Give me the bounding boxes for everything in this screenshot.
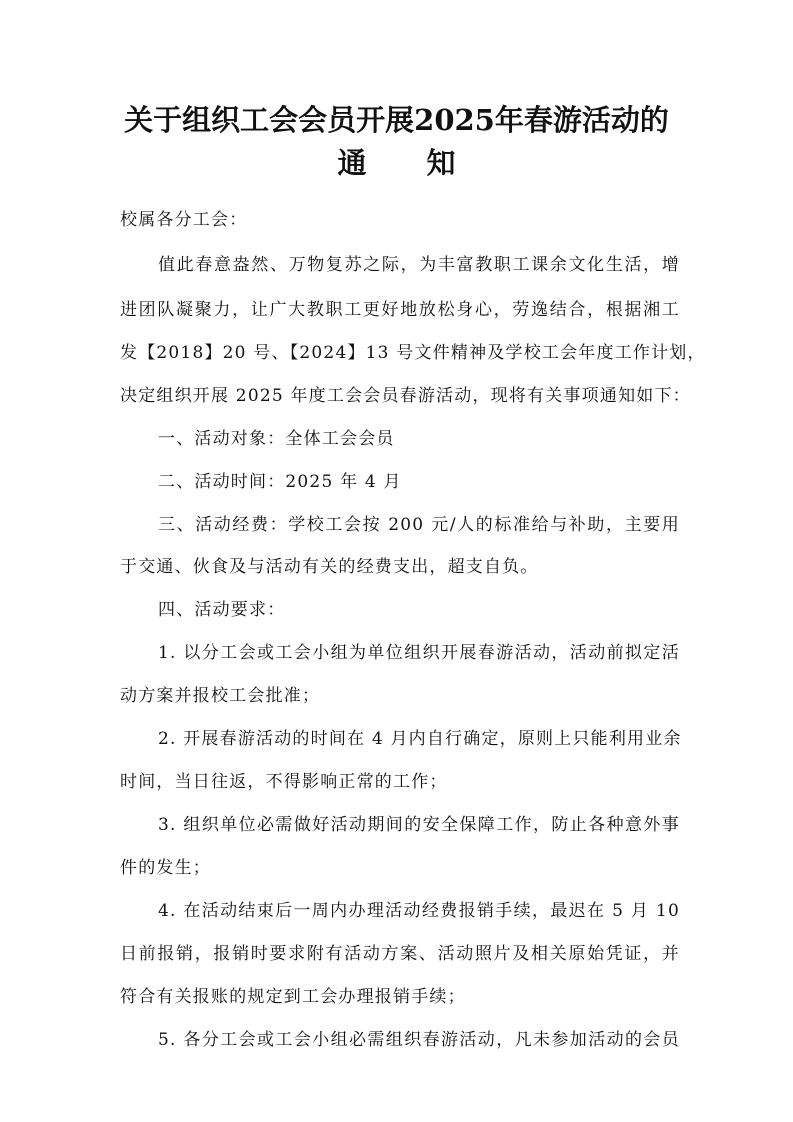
requirement-line: 3. 组织单位必需做好活动期间的安全保障工作，防止各种意外事 [158, 815, 680, 835]
paragraph-line: 发【2018】20 号、【2024】13 号文件精神及学校工会年度工作计划， [120, 343, 706, 363]
requirement-line: 5. 各分工会或工会小组必需组织春游活动，凡未参加活动的会员 [158, 1030, 680, 1050]
list-item: 一、活动对象：全体工会会员 [158, 429, 395, 449]
paragraph-line: 进团队凝聚力，让广大教职工更好地放松身心，劳逸结合，根据湘工 [120, 300, 680, 320]
requirement-line: 符合有关报账的规定到工会办理报销手续； [120, 987, 466, 1007]
list-item: 二、活动时间：2025 年 4 月 [158, 472, 402, 492]
requirement-line: 4. 在活动结束后一周内办理活动经费报销手续，最迟在 5 月 10 [158, 901, 680, 921]
list-item: 四、活动要求： [158, 600, 286, 620]
document-title-line-1: 关于组织工会会员开展2025年春游活动的 [124, 103, 669, 137]
paragraph-line: 于交通、伙食及与活动有关的经费支出，超支自负。 [120, 557, 539, 577]
paragraph-line: 值此春意盎然、万物复苏之际，为丰富教职工课余文化生活，增 [158, 255, 680, 275]
requirement-line: 1. 以分工会或工会小组为单位组织开展春游活动，活动前拟定活 [158, 643, 680, 663]
requirement-line: 动方案并报校工会批准； [120, 686, 321, 706]
requirement-line: 日前报销，报销时要求附有活动方案、活动照片及相关原始凭证，并 [120, 944, 680, 964]
requirement-line: 件的发生； [120, 858, 211, 878]
paragraph-line: 决定组织开展 2025 年度工会会员春游活动，现将有关事项通知如下： [120, 386, 691, 406]
paragraph-line: 三、活动经费：学校工会按 200 元/人的标准给与补助，主要用 [158, 515, 680, 535]
requirement-line: 2. 开展春游活动的时间在 4 月内自行确定，原则上只能利用业余 [158, 729, 682, 749]
salutation: 校属各分工会： [120, 210, 248, 230]
requirement-line: 时间，当日往返，不得影响正常的工作； [120, 772, 448, 792]
document-title-line-2: 通知 [337, 146, 516, 180]
